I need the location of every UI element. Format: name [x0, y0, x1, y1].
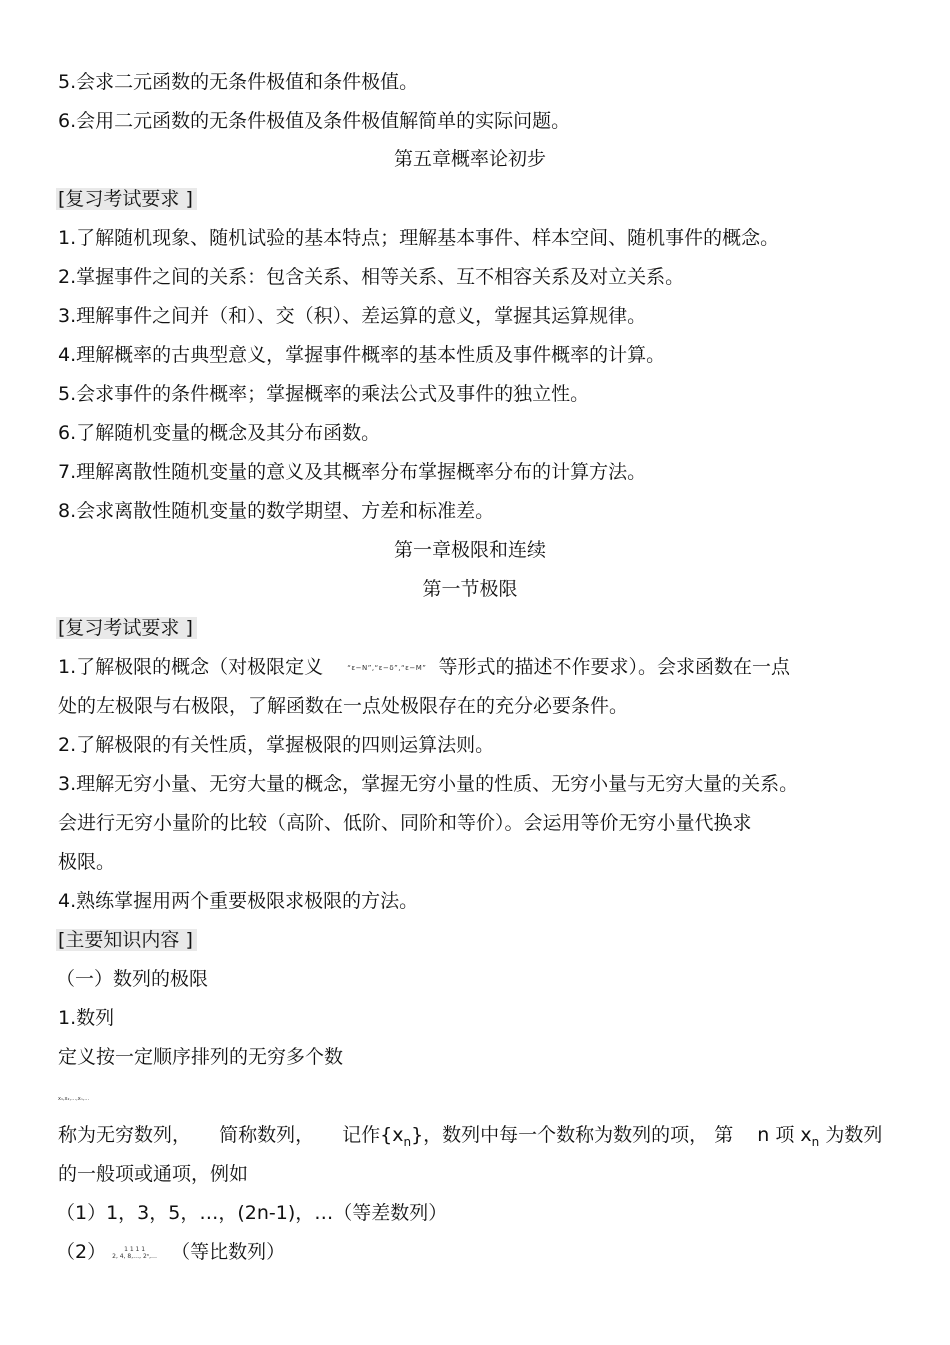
notation-open: 记作{x	[342, 1124, 404, 1146]
main-knowledge-header	[58, 928, 197, 952]
ch1-req-1-cont: 处的左极限与右极限，了解函数在一点处极限存在的充分必要条件。	[58, 695, 629, 717]
ch1-req-3: 3.理解无穷小量、无穷大量的概念，掌握无穷小量的性质、无穷小量与无穷大量的关系。	[58, 773, 799, 795]
sequence-paragraph	[58, 1123, 882, 1147]
requirements-header-label: [复习考试要求 ]	[56, 617, 197, 639]
chapter1-title: 第一章极限和连续	[393, 539, 546, 561]
ch5-item-3: 3.理解事件之间并（和）、交（积）、差运算的意义，掌握其运算规律。	[58, 305, 647, 327]
subsection-sequence-limit: （一）数列的极限	[56, 968, 209, 990]
item-6-applications: 6.会用二元函数的无条件极值及条件极值解简单的实际问题。	[58, 110, 571, 132]
example-2-note: （等比数列）	[171, 1241, 286, 1263]
limit-definition-formula: “ε−N”,“ε−δ”,“ε−M”	[347, 663, 427, 672]
para-text-b: 简称数列，	[219, 1124, 315, 1146]
notation-rest: }，数列中每一个数称为数列的项，	[411, 1124, 709, 1146]
ch5-item-5: 5.会求事件的条件概率；掌握概率的乘法公式及事件的独立性。	[58, 383, 590, 405]
item-5-extrema: 5.会求二元函数的无条件极值和条件极值。	[58, 71, 419, 93]
notation-text	[342, 1124, 709, 1149]
nth-term-text: n 项 x	[757, 1124, 812, 1146]
main-knowledge-header-label: [主要知识内容 ]	[56, 929, 197, 951]
example-2-label: （2）	[56, 1241, 107, 1263]
ch5-item-2: 2.掌握事件之间的关系：包含关系、相等关系、互不相容关系及对立关系。	[58, 266, 685, 288]
sequence-definition: 定义按一定顺序排列的无穷多个数	[58, 1046, 344, 1068]
ch5-item-1: 1.了解随机现象、随机试验的基本特点；理解基本事件、样本空间、随机事件的概念。	[58, 227, 780, 249]
nth-term-sub: n	[811, 1134, 820, 1149]
ch1-req-2: 2.了解极限的有关性质，掌握极限的四则运算法则。	[58, 734, 495, 756]
fraction-numerators: 1 1 1 1	[124, 1245, 146, 1253]
para-text-e: 第	[714, 1124, 734, 1146]
sequence-formula: x₁,x₂,…,xₙ,…	[58, 1096, 90, 1102]
ch1-req-4: 4.熟练掌握用两个重要极限求极限的方法。	[58, 890, 419, 912]
requirements-header	[58, 187, 197, 211]
ch1-req-3-cont: 会进行无穷小量阶的比较（高阶、低阶、同阶和等价）。会运用等价无穷小量代换求	[58, 812, 752, 834]
chapter5-title: 第五章概率论初步	[393, 148, 546, 170]
geometric-sequence-formula	[112, 1246, 157, 1260]
item-sequence: 1.数列	[58, 1007, 115, 1029]
ch1-req-3-cont2: 极限。	[58, 851, 116, 873]
nth-term	[757, 1124, 820, 1149]
requirements-header	[58, 616, 197, 640]
requirements-header-label: [复习考试要求 ]	[56, 188, 197, 210]
para-text-a: 称为无穷数列，	[58, 1124, 192, 1146]
ch1-req-1	[58, 655, 790, 679]
example-geometric	[56, 1240, 285, 1264]
section1-title: 第一节极限	[422, 578, 518, 600]
sequence-paragraph-cont: 的一般项或通项，例如	[58, 1163, 249, 1185]
ch5-item-4: 4.理解概率的古典型意义，掌握事件概率的基本性质及事件概率的计算。	[58, 344, 666, 366]
para-text-g: 为数列	[825, 1124, 883, 1146]
fraction-denominators: 2, 4, 8,…, 2ⁿ,…	[112, 1252, 158, 1260]
req-1-text-a: 1.了解极限的概念（对极限定义	[58, 656, 324, 678]
notation-sub: n	[403, 1134, 412, 1149]
example-arithmetic: （1）1，3，5，…，(2n-1)，…（等差数列）	[56, 1202, 448, 1224]
ch5-item-7: 7.理解离散性随机变量的意义及其概率分布掌握概率分布的计算方法。	[58, 461, 647, 483]
ch5-item-6: 6.了解随机变量的概念及其分布函数。	[58, 422, 381, 444]
req-1-text-b: 等形式的描述不作要求）。会求函数在一点	[438, 656, 790, 678]
ch5-item-8: 8.会求离散性随机变量的数学期望、方差和标准差。	[58, 500, 495, 522]
